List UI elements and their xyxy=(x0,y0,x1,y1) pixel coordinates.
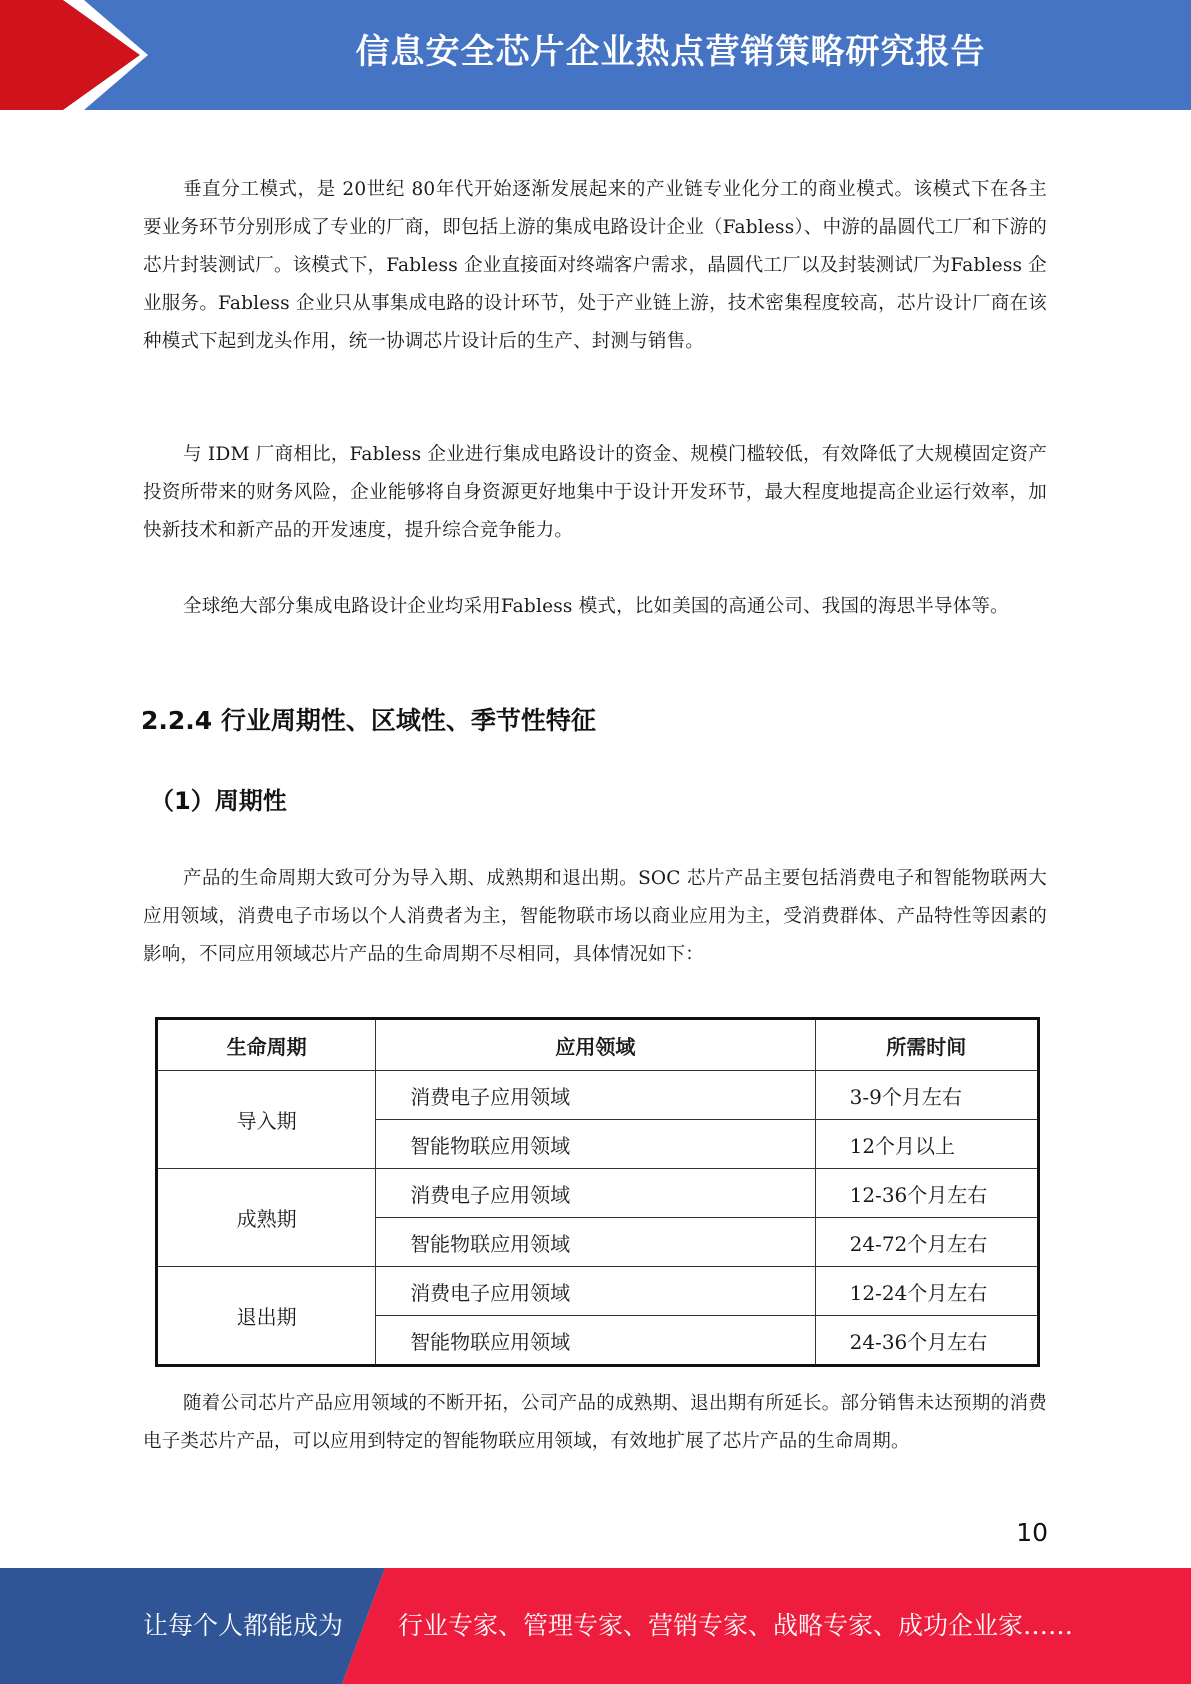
field-cell: 智能物联应用领域 xyxy=(376,1316,815,1366)
page-footer xyxy=(0,1568,1191,1684)
table-row xyxy=(157,1071,1039,1120)
time-cell: 12-36个月左右 xyxy=(815,1169,1038,1218)
paragraph-vertical-division: 垂直分工模式，是 20世纪 80年代开始逐渐发展起来的产业链专业化分工的商业模式。该模式下在各主要业务环节分别形成了专业的厂商，即包括上游的集成电路设计企业（Fabless）、中游的晶圆代工厂和下游的芯片封装测试厂。该模式下，Fabless 企业直接面对终端客户需求，晶圆代工厂以及封装测试厂为Fabless 企业服务。Fabless 企业只从事集成电路的设计环节，处于产业链上游，技术密集程度较高，芯片设计厂商在该种模式下起到龙头作用，统一协调芯片设计后的生产、封测与销售。 xyxy=(143,179,1047,352)
paragraph-fabless-advantages: 与 IDM 厂商相比，Fabless 企业进行集成电路设计的资金、规模门槛较低，有效降低了大规模固定资产投资所带来的财务风险，企业能够将自身资源更好地集中于设计开发环节，最大程度地提高企业运行效率，加快新技术和新产品的开发速度，提升综合竞争能力。 xyxy=(143,444,1047,541)
field-cell: 消费电子应用领域 xyxy=(376,1169,815,1218)
paragraph-life-cycle-intro: 产品的生命周期大致可分为导入期、成熟期和退出期。SOC 芯片产品主要包括消费电子和智能物联两大应用领域，消费电子市场以个人消费者为主，智能物联市场以商业应用为主，受消费群体、产品特性等因素的影响，不同应用领域芯片产品的生命周期不尽相同，具体情况如下： xyxy=(143,868,1047,965)
field-cell: 消费电子应用领域 xyxy=(376,1267,815,1316)
field-cell: 消费电子应用领域 xyxy=(376,1071,815,1120)
page-header xyxy=(0,0,1191,110)
table-header-row xyxy=(157,1019,1039,1071)
time-cell: 12-24个月左右 xyxy=(815,1267,1038,1316)
table-row xyxy=(157,1169,1039,1218)
header-arrow-decoration xyxy=(0,0,160,110)
time-cell: 3-9个月左右 xyxy=(815,1071,1038,1120)
period-cell: 导入期 xyxy=(157,1071,376,1169)
period-cell: 退出期 xyxy=(157,1267,376,1366)
table-header-cell: 生命周期 xyxy=(157,1019,376,1071)
section-heading: 2.2.4 行业周期性、区域性、季节性特征 xyxy=(141,706,596,735)
subsection-heading: （1）周期性 xyxy=(150,787,287,815)
field-cell: 智能物联应用领域 xyxy=(376,1218,815,1267)
time-cell: 12个月以上 xyxy=(815,1120,1038,1169)
table-row xyxy=(157,1267,1039,1316)
time-cell: 24-36个月左右 xyxy=(815,1316,1038,1366)
paragraph-global-fabless: 全球绝大部分集成电路设计企业均采用Fabless 模式，比如美国的高通公司、我国的海思半导体等。 xyxy=(183,596,1009,617)
period-cell: 成熟期 xyxy=(157,1169,376,1267)
footer-slogan-left: 让每个人都能成为 xyxy=(143,1611,344,1640)
footer-slogan-right: 行业专家、管理专家、营销专家、战略专家、成功企业家…… xyxy=(398,1611,1074,1640)
header-title: 信息安全芯片企业热点营销策略研究报告 xyxy=(355,32,986,72)
table-header-cell: 应用领域 xyxy=(376,1019,815,1071)
field-cell: 智能物联应用领域 xyxy=(376,1120,815,1169)
paragraph-life-cycle-extension: 随着公司芯片产品应用领域的不断开拓，公司产品的成熟期、退出期有所延长。部分销售未达预期的消费电子类芯片产品，可以应用到特定的智能物联应用领域，有效地扩展了芯片产品的生命周期。 xyxy=(143,1393,1047,1452)
page-number: 10 xyxy=(1016,1518,1048,1547)
life-cycle-table xyxy=(155,1017,1040,1367)
time-cell: 24-72个月左右 xyxy=(815,1218,1038,1267)
table-header-cell: 所需时间 xyxy=(815,1019,1038,1071)
